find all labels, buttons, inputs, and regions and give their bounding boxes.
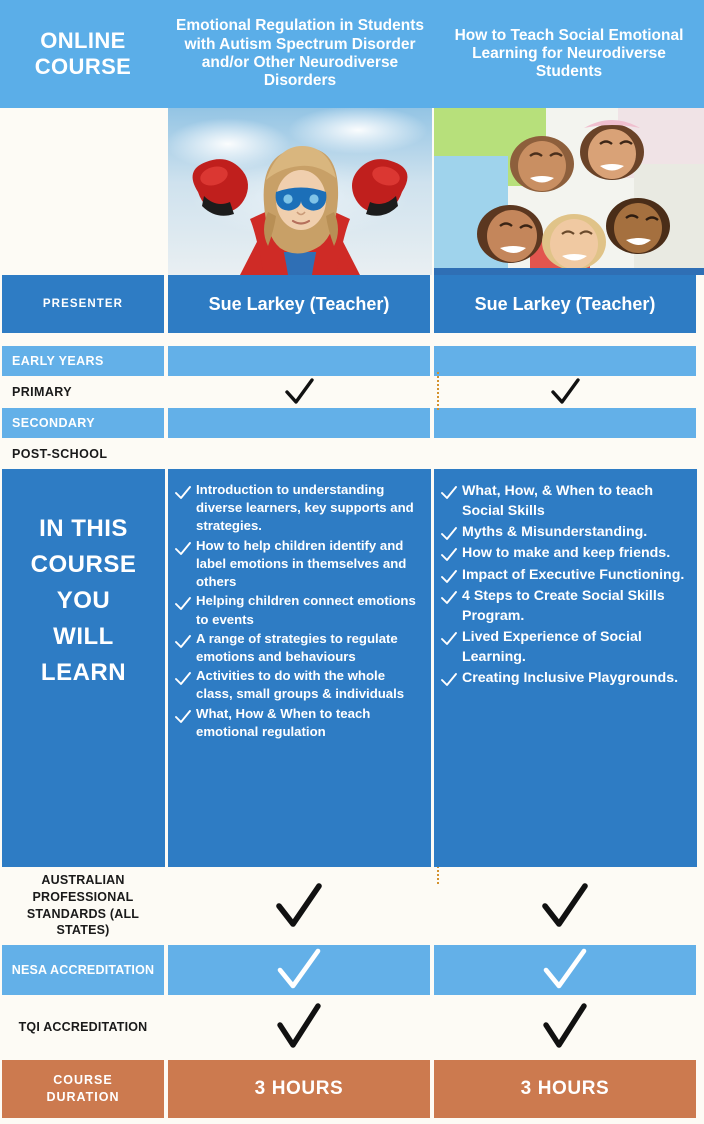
- online-course-line2: COURSE: [34, 54, 132, 79]
- level-row-secondary: [0, 408, 704, 438]
- tqi-course-2-check: [434, 998, 696, 1056]
- list-item: [440, 565, 689, 585]
- check-icon: [440, 586, 462, 605]
- check-icon: [440, 627, 462, 646]
- list-item: [440, 543, 689, 563]
- check-icon: [174, 705, 196, 724]
- list-item-text: What, How & When to teach emotional regulation: [196, 705, 371, 739]
- level-label-early-years: EARLY YEARS: [2, 346, 164, 376]
- accreditation-row-nesa: [0, 945, 704, 995]
- check-icon: [174, 481, 196, 500]
- course-duration-row: [0, 1060, 704, 1118]
- course-2-duration: 3 HOURS: [434, 1060, 696, 1118]
- level-row-early-years: [0, 346, 704, 376]
- course-1-title: Emotional Regulation in Students with Autism Spectrum Disorder and/or Other Neurodiverse Disorders: [176, 17, 424, 90]
- duration-label-line1: COURSE: [53, 1073, 113, 1088]
- check-icon: [174, 592, 196, 611]
- header-online-course-label: [0, 0, 166, 108]
- course-duration-label: [2, 1060, 164, 1118]
- presenter-row-label: PRESENTER: [2, 275, 164, 333]
- learn-label-line-1: IN THIS: [39, 515, 128, 542]
- level-label-secondary: SECONDARY: [2, 408, 164, 438]
- learn-section: [0, 469, 704, 867]
- learn-label-line-3: YOU: [56, 587, 111, 614]
- course-2-image: [434, 108, 704, 275]
- accreditation-label-tqi: TQI ACCREDITATION: [18, 1019, 148, 1034]
- column-guide-dotted-line: [437, 372, 439, 410]
- list-item-text: Activities to do with the whole class, small groups & individuals: [196, 668, 405, 702]
- list-item-text: Helping children connect emotions to events: [196, 593, 416, 627]
- presenter-course-1: Sue Larkey (Teacher): [168, 275, 430, 333]
- learn-section-label: [2, 469, 165, 867]
- level-row-post-school: [0, 439, 704, 469]
- presenter-course-2: Sue Larkey (Teacher): [434, 275, 696, 333]
- list-item-text: Introduction to understanding diverse learners, key supports and strategies.: [196, 482, 414, 534]
- level-primary-course-1-check: [168, 377, 430, 407]
- check-icon: [440, 565, 462, 584]
- list-item: [440, 586, 689, 626]
- australian-standards-course-2-check: [434, 869, 696, 942]
- list-item-text: Creating Inclusive Playgrounds.: [462, 670, 679, 687]
- list-item: [440, 627, 689, 667]
- tqi-course-1-check: [168, 998, 430, 1056]
- learn-label-line-2: COURSE: [30, 551, 137, 578]
- presenter-row: [0, 275, 704, 333]
- check-icon: [440, 543, 462, 562]
- learn-label-line-5: LEARN: [40, 659, 127, 686]
- check-icon: [174, 537, 196, 556]
- level-early-years-course-1-cell: [168, 346, 430, 376]
- check-icon: [174, 667, 196, 686]
- list-item: [440, 481, 689, 521]
- list-item: [174, 481, 423, 536]
- list-item-text: 4 Steps to Create Social Skills Program.: [462, 587, 665, 624]
- course-1-image: [168, 108, 432, 275]
- level-secondary-course-1-cell: [168, 408, 430, 438]
- course-photos-row: [0, 108, 704, 275]
- accreditation-row-tqi: [0, 998, 704, 1056]
- photo-row-empty-label-cell: [0, 108, 166, 275]
- list-item: [174, 537, 423, 592]
- check-icon: [440, 668, 462, 687]
- list-item-text: How to make and keep friends.: [462, 545, 671, 562]
- australian-standards-course-1-check: [168, 869, 430, 942]
- list-item: [174, 592, 423, 628]
- list-item: [174, 667, 423, 703]
- level-label-primary: PRIMARY: [12, 385, 72, 399]
- duration-label-line2: DURATION: [46, 1090, 120, 1104]
- accreditation-label-australian-standards: AUSTRALIAN PROFESSIONAL STANDARDS (ALL STATES): [26, 872, 140, 938]
- accreditation-row-australian-standards: [0, 869, 704, 942]
- check-icon: [440, 522, 462, 541]
- learn-list-course-1: [168, 469, 431, 867]
- nesa-course-1-check: [168, 945, 430, 995]
- table-header: [0, 0, 704, 108]
- list-item-text: Impact of Executive Functioning.: [462, 566, 685, 583]
- list-item-text: How to help children identify and label emotions in themselves and others: [196, 537, 407, 590]
- level-row-primary: [0, 377, 704, 407]
- accreditation-label-nesa: NESA ACCREDITATION: [2, 945, 164, 995]
- check-icon: [174, 630, 196, 649]
- list-item-text: What, How, & When to teach Social Skills: [462, 483, 653, 520]
- list-item: [174, 705, 423, 741]
- list-item-text: Myths & Misunderstanding.: [462, 524, 648, 541]
- learn-list-course-2: [434, 469, 697, 867]
- list-item: [174, 630, 423, 666]
- learn-label-line-4: WILL: [53, 623, 114, 650]
- level-primary-course-2-check: [434, 377, 696, 407]
- level-secondary-course-2-cell: [434, 408, 696, 438]
- list-item-text: Lived Experience of Social Learning.: [462, 629, 642, 666]
- list-item: [440, 668, 689, 688]
- list-item-text: A range of strategies to regulate emotions and behaviours: [196, 630, 398, 664]
- list-item: [440, 522, 689, 542]
- level-label-post-school: POST-SCHOOL: [12, 447, 108, 461]
- level-early-years-course-2-cell: [434, 346, 696, 376]
- course-1-duration: 3 HOURS: [168, 1060, 430, 1118]
- nesa-course-2-check: [434, 945, 696, 995]
- online-course-line1: ONLINE: [40, 28, 126, 54]
- check-icon: [440, 481, 462, 500]
- course-2-title: How to Teach Social Emotional Learning for Neurodiverse Students: [454, 26, 684, 81]
